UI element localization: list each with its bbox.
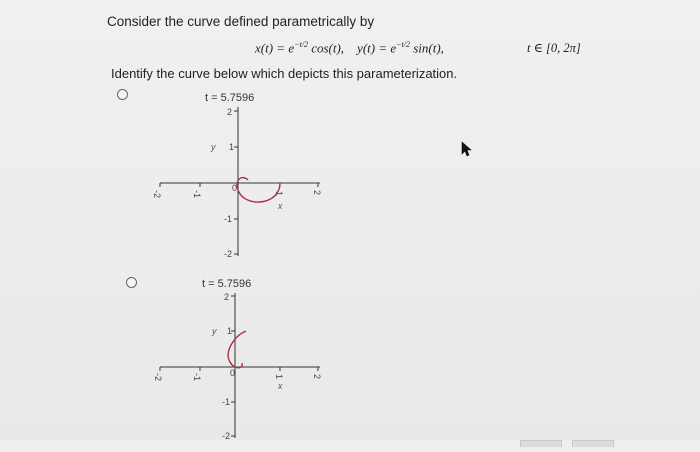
option-1-ytick-label-m2: -2 xyxy=(224,249,233,259)
option-1-xtick-label-m2: -2 xyxy=(152,190,162,199)
option-1-t-label: t = 5.7596 xyxy=(205,92,255,104)
formula-x-tail: cos(t), xyxy=(307,40,345,56)
option-1-xtick-label-1: 1 xyxy=(274,191,284,197)
option-1-ytick-label-1: 1 xyxy=(229,142,235,152)
bottom-button-left[interactable] xyxy=(520,440,562,447)
option-2-t-label: t = 5.7596 xyxy=(202,278,252,290)
option-1-origin-label: 0 xyxy=(232,183,238,193)
formula-y-tail: sin(t), xyxy=(409,40,444,56)
option-2-plot[interactable] xyxy=(150,276,360,440)
option-2-xtick-label-2: 2 xyxy=(312,374,322,380)
option-1-radio[interactable] xyxy=(117,89,128,100)
option-2-xtick-label-m1: -1 xyxy=(192,373,202,382)
option-1-xtick-label-2: 2 xyxy=(312,190,322,196)
option-1-xtick-label-m1: -1 xyxy=(192,190,202,199)
option-2-xtick-label-m2: -2 xyxy=(153,373,163,382)
bottom-buttons xyxy=(520,434,700,440)
option-2-origin-label: 0 xyxy=(230,368,236,378)
option-2-ytick-label-2: 2 xyxy=(224,292,230,302)
option-2-xtick-label-1: 1 xyxy=(274,374,284,380)
option-1-ytick-label-2: 2 xyxy=(227,107,233,117)
parameter-domain: t ∈ [0, 2π] xyxy=(527,41,581,55)
option-2-y-axis-name: y xyxy=(212,326,217,336)
option-2-ytick-label-1: 1 xyxy=(227,326,233,336)
question-intro: Consider the curve defined parametrically by xyxy=(107,14,375,29)
option-1-graph xyxy=(140,88,350,268)
option-2-ytick-label-m2: -2 xyxy=(222,431,231,440)
option-1-x-axis-name: x xyxy=(278,201,283,211)
formula-y: y(t) = e xyxy=(357,40,397,56)
option-2-graph xyxy=(150,276,360,440)
formula-x: x(t) = e xyxy=(255,40,295,56)
formula-y-exponent: −t/2 xyxy=(396,40,410,49)
parametric-formula xyxy=(255,40,444,56)
option-1-y-axis-name: y xyxy=(211,142,216,152)
option-1-plot[interactable] xyxy=(140,88,350,268)
formula-x-exponent: −t/2 xyxy=(294,40,308,49)
option-2-curve xyxy=(228,331,246,368)
option-2-ytick-label-m1: -1 xyxy=(222,397,231,407)
arrow-cursor-icon xyxy=(461,141,473,162)
option-2-radio[interactable] xyxy=(126,277,137,288)
option-1-ytick-label-m1: -1 xyxy=(224,214,233,224)
option-2-x-axis-name: x xyxy=(278,381,283,391)
option-1-curve xyxy=(237,178,280,202)
bottom-button-right[interactable] xyxy=(572,440,614,447)
question-prompt: Identify the curve below which depicts this parameterization. xyxy=(111,66,458,81)
